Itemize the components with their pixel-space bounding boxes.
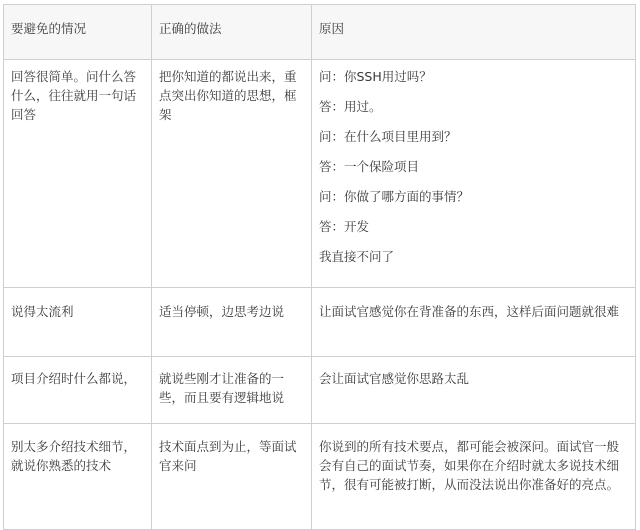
- header-situation: 要避免的情况: [4, 5, 152, 60]
- cell-situation: 别太多介绍技术细节，就说你熟悉的技术: [4, 424, 152, 530]
- table-row: [4, 424, 636, 530]
- cell-situation: 项目介绍时什么都说，: [4, 357, 152, 424]
- cell-correct-approach: 就说些刚才让准备的一些，而且要有逻辑地说: [152, 357, 312, 424]
- table-row: [4, 288, 636, 357]
- cell-correct-approach: 技术面点到为止，等面试官来问: [152, 424, 312, 530]
- cell-reason: 让面试官感觉你在背准备的东西，这样后面问题就很难: [312, 288, 636, 357]
- correct-approach-text: 把你知道的都说出来，重点突出你知道的思想，框架: [159, 69, 297, 122]
- header-reason: 原因: [312, 5, 636, 60]
- header-correct-approach: 正确的做法: [152, 5, 312, 60]
- cell-correct-approach: [152, 60, 312, 288]
- interview-tips-table: [3, 4, 636, 530]
- dialogue-line: 问：你SSH用过吗？: [319, 69, 432, 84]
- dialogue-line: 答：用过。: [319, 99, 382, 114]
- cell-situation: [4, 60, 152, 288]
- table-row: [4, 60, 636, 288]
- cell-reason: 会让面试官感觉你思路太乱: [312, 357, 636, 424]
- dialogue-line: 答：一个保险项目: [319, 159, 420, 174]
- cell-correct-approach: 适当停顿，边思考边说: [152, 288, 312, 357]
- table-header-row: [4, 5, 636, 60]
- dialogue-line: 我直接不问了: [319, 249, 395, 264]
- dialogue-line: 问：你做了哪方面的事情？: [319, 189, 470, 204]
- cell-reason: 你说到的所有技术要点，都可能会被深问。面试官一般会有自己的面试节奏，如果你在介绍时就太多说技术细节，很有可能被打断，从而没法说出你准备好的亮点。: [312, 424, 636, 530]
- comparison-table-container: [3, 4, 635, 520]
- dialogue-line: 问：在什么项目里用到？: [319, 129, 457, 144]
- cell-situation: 说得太流利: [4, 288, 152, 357]
- dialogue-line: 答：开发: [319, 219, 370, 234]
- situation-text: 回答很简单。问什么答什么，往往就用一句话回答: [11, 69, 137, 122]
- table-row: [4, 357, 636, 424]
- cell-reason: [312, 60, 636, 288]
